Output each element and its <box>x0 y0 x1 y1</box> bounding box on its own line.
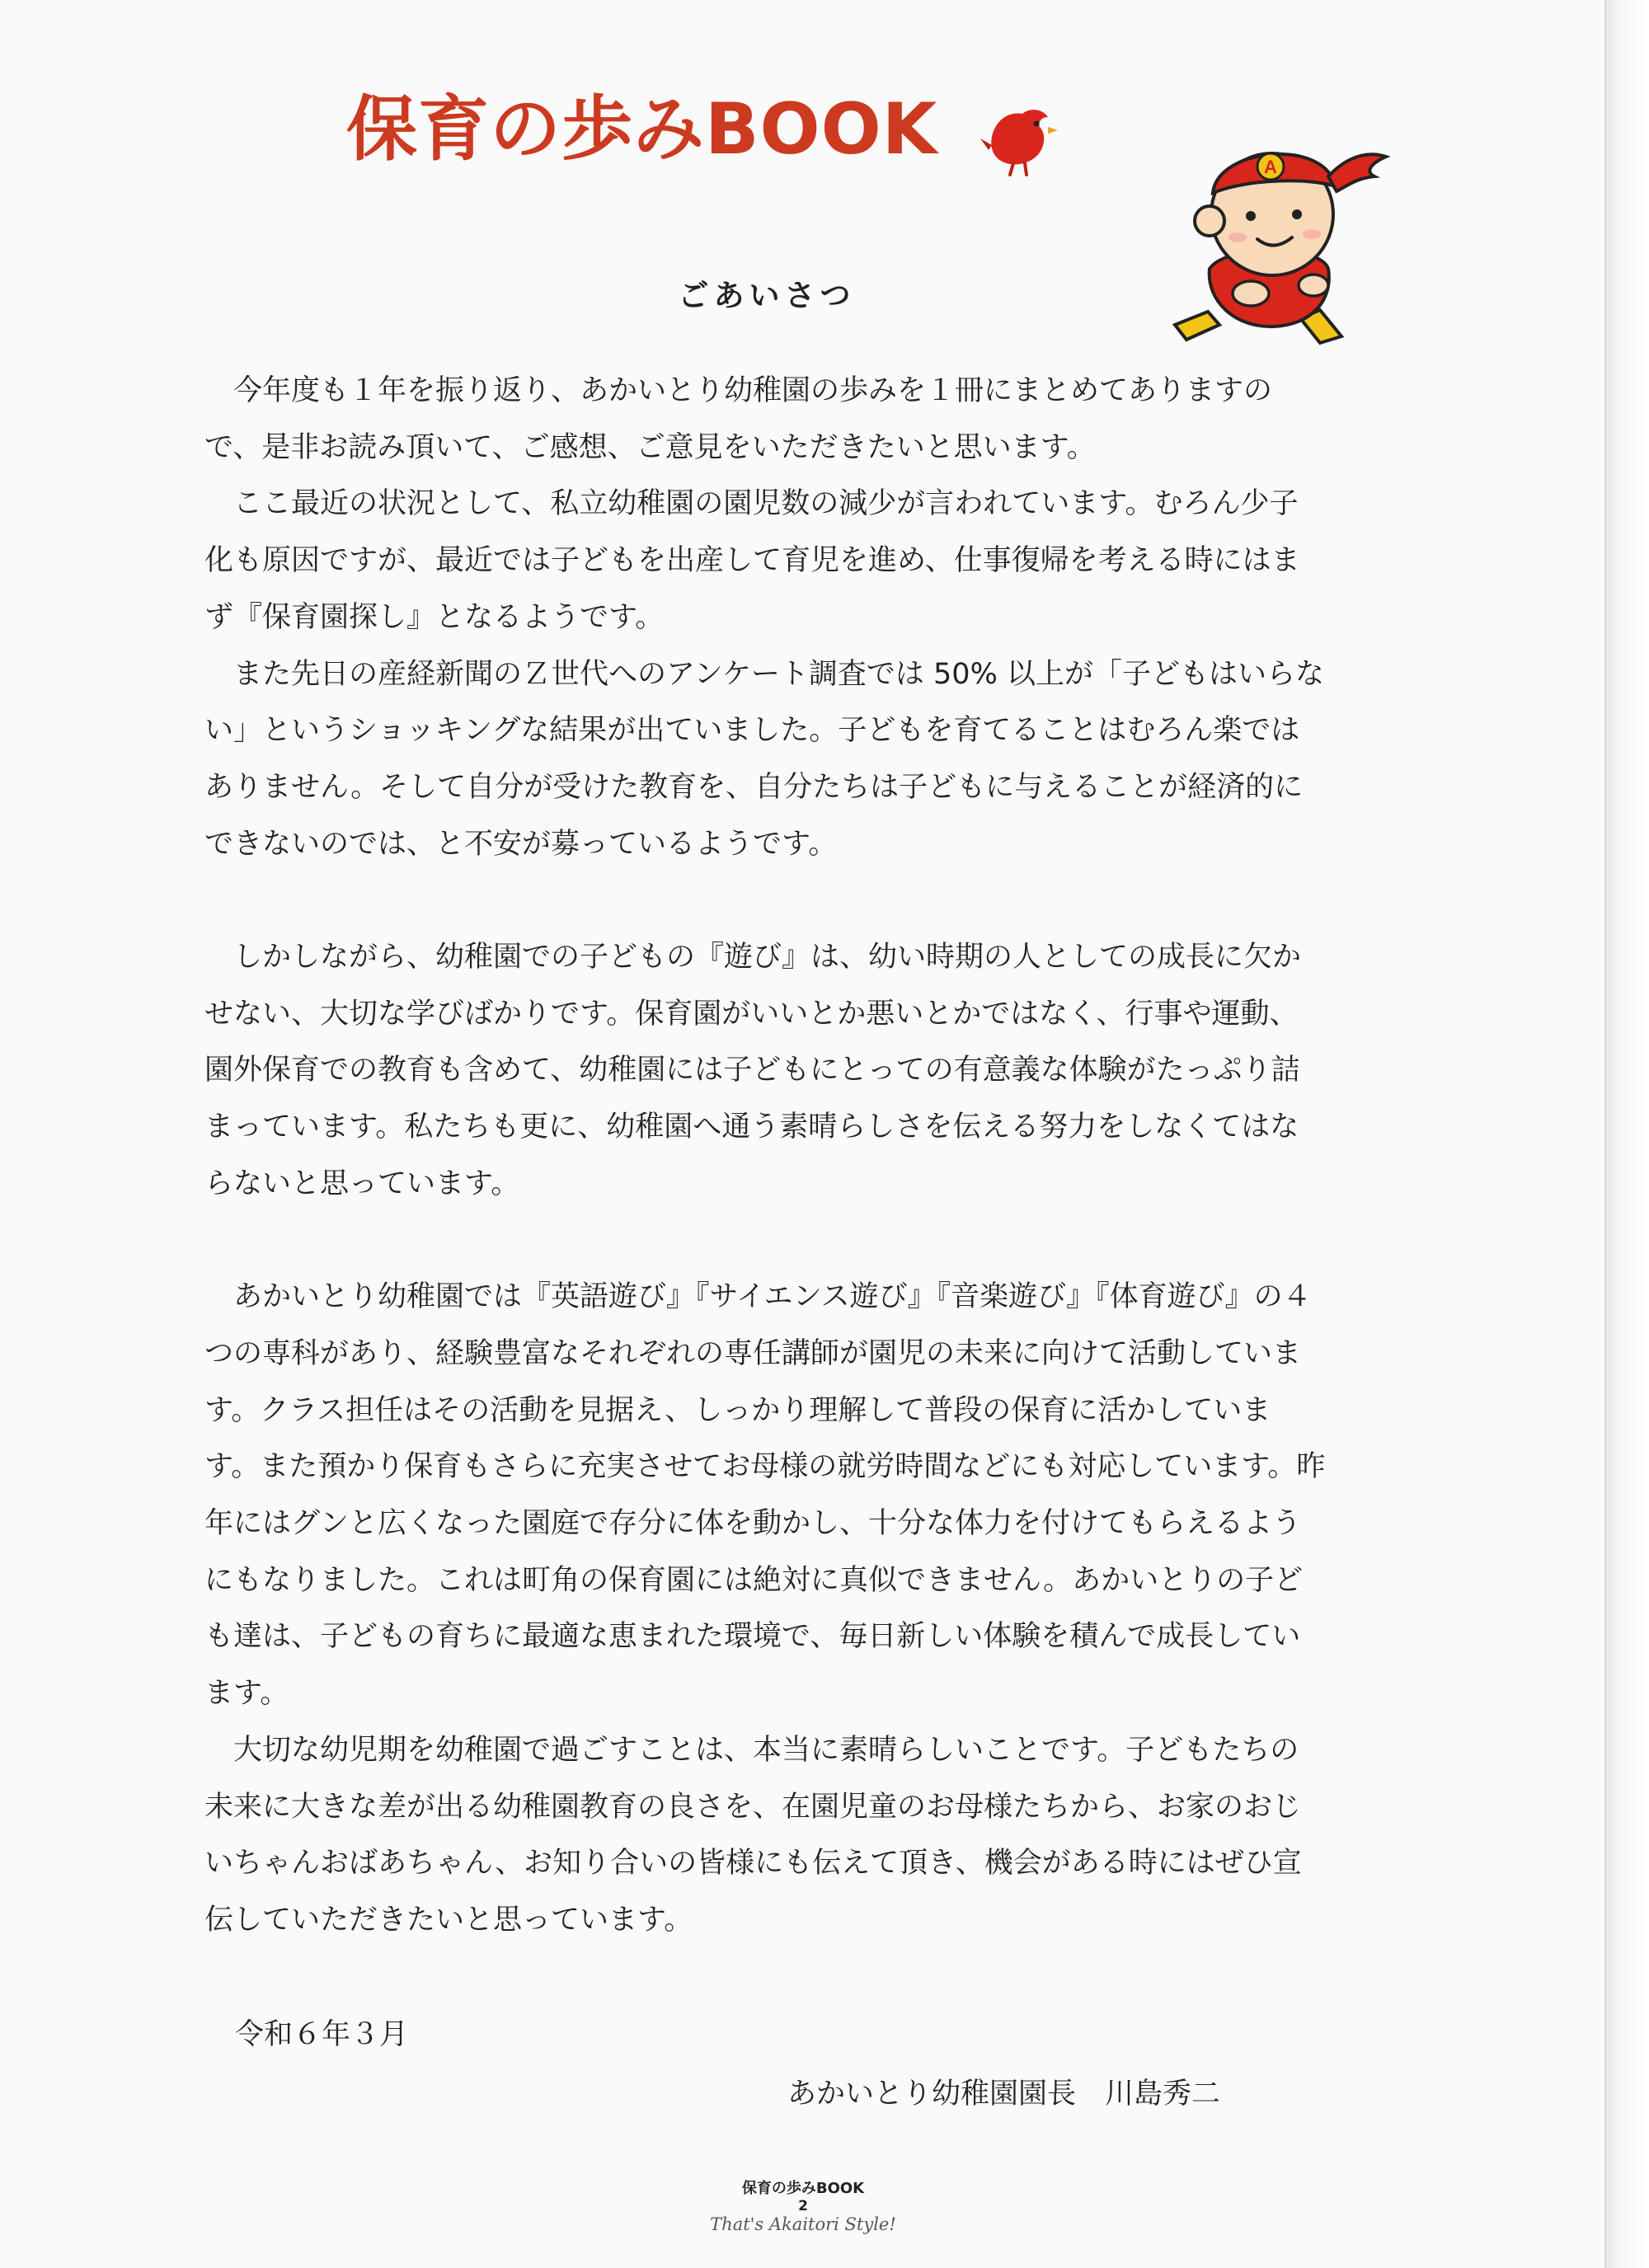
greeting-paragraph: 今年度も１年を振り返り、あかいとり幼稚園の歩みを１冊にまとめてありますので、是非お読み頂いて、ご感想、ご意見をいただきたいと思います。 <box>204 374 1273 464</box>
greeting-paragraph: しかしながら、幼稚園での子どもの『遊び』は、幼い時期の人としての成長に欠かせない、大切な学びばかりです。保育園がいいとか悪いとかではなく、行事や運動、園外保育での教育も含めて、幼稚園には子どもにとっての有意義な体験がたっぷり詰まっています。私たちも更に、幼稚園へ通う素晴らしさを伝える努力をしなくてはならないと思っています。 <box>204 941 1302 1200</box>
page-edge <box>1604 0 1649 2268</box>
letter-date: 令和６年３月 <box>235 2018 409 2051</box>
page-number: 2 <box>798 2197 808 2214</box>
greeting-paragraph: あかいとり幼稚園では『英語遊び』『サイエンス遊び』『音楽遊び』『体育遊び』の４つの専科があり、経験豊富なそれぞれの専任講師が園児の未来に向けて活動しています。クラス担任はその活動を見据え、しっかり理解して普段の保育に活かしています。また預かり保育もさらに充実させてお母様の就労時間などにも対応しています。昨年にはグンと広くなった園庭で存分に体を動かし、十分な体力を付けてもらえるようにもなりました。これは町角の保育園には絶対に真似できません。あかいとりの子ども達は、子どもの育ちに最適な恵まれた環境で、毎日新しい体験を積んで成長しています。 <box>204 1280 1326 1711</box>
greeting-body <box>204 363 1326 1949</box>
red-bird-icon <box>977 97 1059 180</box>
mascot-illustration <box>1158 124 1398 355</box>
footer-title: 保育の歩みBOOK <box>741 2180 865 2197</box>
greeting-paragraph: また先日の産経新聞のＺ世代へのアンケート調査では 50% 以上が「子どもはいらない」というショッキングな結果が出ていました。子どもを育てることはむろん楽ではありません。そして自分が受けた教育を、自分たちは子どもに与えることが経済的にできないのでは、と不安が募っているようです。 <box>204 657 1324 861</box>
greeting-paragraph: ここ最近の状況として、私立幼稚園の園児数の減少が言われています。むろん少子化も原因ですが、最近では子どもを出産して育児を進め、仕事復帰を考える時にはまず『保育園探し』となるようです。 <box>204 487 1300 634</box>
page-title: 保育の歩みBOOK <box>346 88 938 171</box>
footer-tagline: That's Akaitori Style! <box>710 2214 896 2234</box>
mascot-cap-letter: A <box>1264 157 1277 177</box>
page-footer <box>0 2180 1606 2235</box>
letter-signature: あかいとり幼稚園園長 川島秀二 <box>787 2078 1221 2111</box>
greeting-paragraph: 大切な幼児期を幼稚園で過ごすことは、本当に素晴らしいことです。子どもたちの未来に大きな差が出る幼稚園教育の良さを、在園児童のお母様たちから、お家のおじいちゃんおばあちゃん、お知り合いの皆様にも伝えて頂き、機会がある時にはぜひ宣伝していただきたいと思っています。 <box>204 1733 1302 1937</box>
greeting-heading: ごあいさつ <box>678 278 856 313</box>
